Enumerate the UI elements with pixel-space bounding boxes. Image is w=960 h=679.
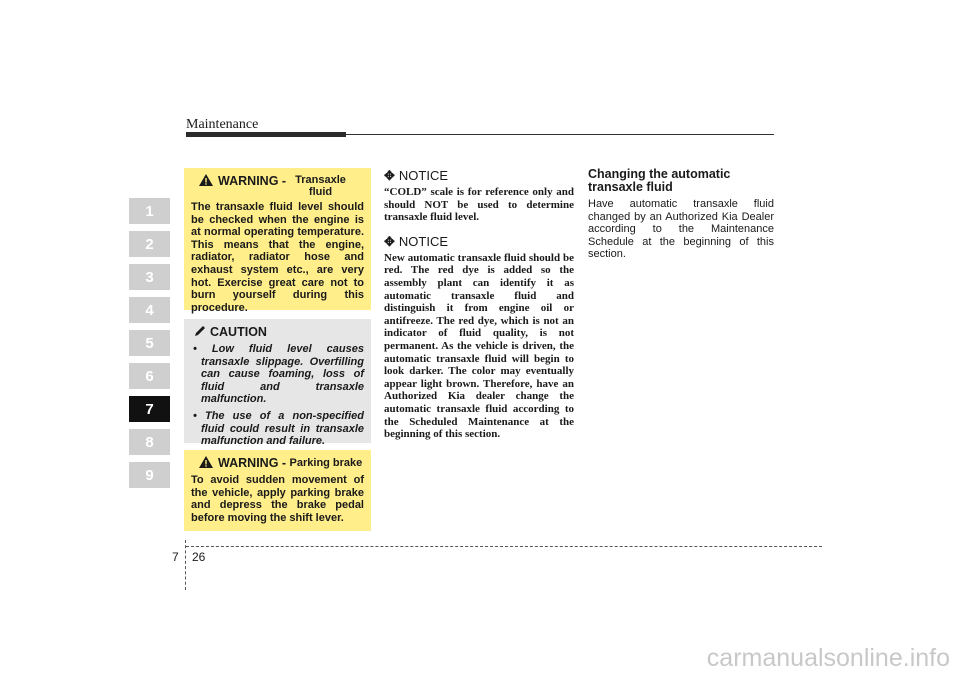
cross-star-icon: ✥ [384, 168, 395, 183]
footer-divider [185, 540, 186, 590]
warning-text: To avoid sudden movement of the vehicle, apply parking brake and depress the brake pedal before moving the shift lever. [191, 474, 364, 524]
warning-triangle-icon [199, 174, 213, 189]
footer-rule [186, 546, 822, 547]
header-rule [346, 134, 774, 135]
watermark: carmanualsonline.info [706, 644, 950, 672]
notice-label: NOTICE [398, 168, 449, 183]
header-bar [186, 132, 346, 137]
caution-item-text: Low fluid level causes transaxle slippage. Overfilling can cause foaming, loss of fluid and transaxle malfunction. [201, 343, 364, 406]
warning-box-parking-brake [184, 450, 371, 531]
chapter-tab-2[interactable]: 2 [129, 231, 170, 257]
caution-list [191, 343, 364, 448]
warning-triangle-icon [199, 456, 213, 471]
chapter-tab-5[interactable]: 5 [129, 330, 170, 356]
footer-chapter-number: 7 [172, 550, 179, 564]
header-title: Maintenance [186, 117, 259, 132]
caution-label: CAUTION [210, 325, 267, 339]
notice-text: New automatic transaxle fluid should be red. The red dye is added so the assembly plant can identify it as automatic transaxle fluid and distinguish it from engine oil or antifreeze. The red dye, which is not an indicator of fluid quality, is not permanent. As the vehicle is driven, the automatic transaxle fluid will begin to look darker. The color may eventually appear light brown. Therefore, have an Authorized Kia dealer change the automatic transaxle fluid according to the Scheduled Maintenance at the beginning of this section. [384, 251, 574, 441]
chapter-tab-7[interactable]: 7 [129, 396, 170, 422]
chapter-tab-4[interactable]: 4 [129, 297, 170, 323]
warning-box-transaxle-fluid [184, 168, 371, 314]
footer-page-number: 26 [192, 550, 206, 564]
caution-item: • The use of a non-specified fluid could result in transaxle malfunction and failure. [193, 409, 364, 448]
chapter-tab-8[interactable]: 8 [129, 429, 170, 455]
caution-box [184, 319, 371, 448]
notice-text: “COLD” scale is for reference only and should NOT be used to determine transaxle fluid level. [384, 186, 574, 224]
caution-heading [191, 325, 364, 340]
cross-star-icon: ✥ [384, 233, 395, 249]
chapter-tab-6[interactable]: 6 [129, 363, 170, 389]
section-text: Have automatic transaxle fluid changed by an Authorized Kia Dealer according to the Maintenance Schedule at the beginning of this section. [588, 198, 774, 261]
warning-text: The transaxle fluid level should be checked when the engine is at normal operating temperature. This means that the engine, radiator, radiator hose and exhaust system etc., are very hot. Exercise great care not to burn yourself during this procedure. [191, 201, 364, 314]
warning-subject: Transaxle fluid [295, 174, 346, 198]
chapter-tab-3[interactable]: 3 [129, 264, 170, 290]
warning-heading [191, 456, 364, 471]
chapter-tab-1[interactable]: 1 [129, 198, 170, 224]
section-column [588, 168, 774, 261]
notice-heading [384, 168, 574, 184]
notices-column [384, 168, 574, 451]
pencil-icon [194, 325, 206, 340]
notice-label: NOTICE [398, 233, 449, 249]
warning-label: WARNING - [218, 174, 290, 188]
chapter-tab-9[interactable]: 9 [129, 462, 170, 488]
section-heading: Changing the automatic transaxle fluid [588, 167, 731, 194]
warning-subject: Parking brake [289, 457, 363, 469]
caution-item: • Low fluid level causes transaxle slippage. Overfilling can cause foaming, loss of fluid and transaxle malfunction. [193, 343, 364, 406]
caution-item-text: The use of a non-specified fluid could result in transaxle malfunction and failure. [201, 409, 364, 448]
warning-label: WARNING - [218, 456, 290, 470]
warning-heading [191, 174, 364, 198]
notice-heading [384, 234, 574, 250]
chapter-tabs [129, 198, 170, 495]
